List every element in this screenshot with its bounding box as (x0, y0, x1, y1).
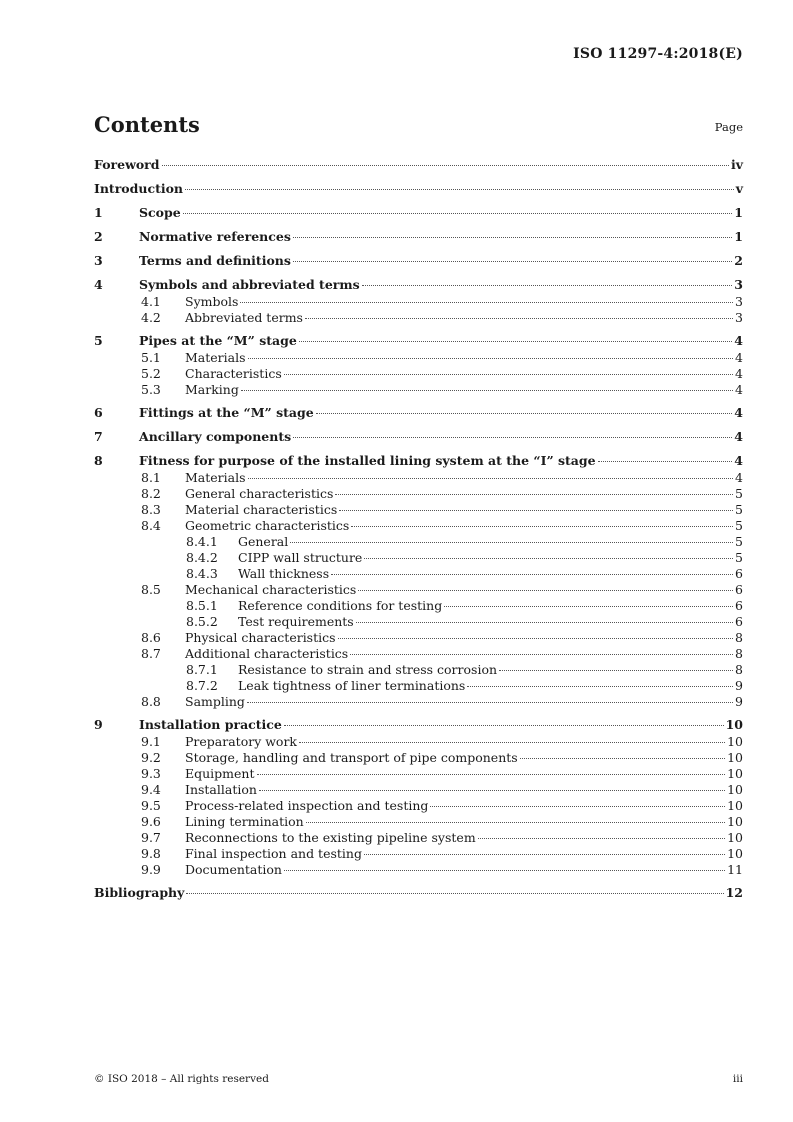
toc-entry-page: v (735, 181, 743, 196)
dot-leader (293, 437, 732, 438)
toc-entry-page: 10 (727, 734, 743, 749)
dot-leader (293, 261, 732, 262)
toc-entry-title: Lining termination (185, 814, 304, 829)
dot-leader (185, 189, 734, 190)
toc-entry-number: 7 (94, 429, 103, 444)
toc-entry[interactable] (94, 734, 743, 750)
toc-entry-title: Fitness for purpose of the installed lining system at the “I” stage (139, 453, 596, 468)
dot-leader (293, 237, 732, 238)
dot-leader (186, 893, 723, 894)
toc-entry-page: 5 (735, 550, 743, 565)
dot-leader (248, 358, 734, 359)
dot-leader (356, 622, 733, 623)
toc-entry[interactable] (94, 404, 743, 422)
toc-entry-title: Test requirements (238, 614, 354, 629)
toc-entry-title: Geometric characteristics (185, 518, 350, 533)
toc-entry[interactable] (94, 550, 743, 566)
toc-entry[interactable] (94, 646, 743, 662)
toc-entry-page: 10 (727, 766, 743, 781)
toc-entry-page: 10 (727, 814, 743, 829)
toc-entry[interactable] (94, 276, 743, 294)
toc-entry-title: Reconnections to the existing pipeline system (185, 830, 476, 845)
toc-entry-title: Normative references (139, 229, 291, 244)
toc-entry-number: 4.1 (141, 294, 161, 309)
dot-leader (339, 510, 733, 511)
dot-leader (598, 461, 733, 462)
dot-leader (305, 318, 733, 319)
toc-entry-title: Foreword (94, 157, 160, 172)
toc-entry-title: Pipes at the “M” stage (139, 333, 297, 348)
dot-leader (520, 758, 725, 759)
toc-entry-page: 6 (735, 614, 743, 629)
toc-entry-page: 9 (735, 678, 743, 693)
toc-entry[interactable] (94, 470, 743, 486)
toc-entry-number: 9.3 (141, 766, 161, 781)
toc-entry-page: 2 (734, 253, 743, 268)
toc-entry-title: Leak tightness of liner terminations (238, 678, 466, 693)
toc-entry-page: 1 (734, 229, 743, 244)
toc-entry-title: Storage, handling and transport of pipe components (185, 750, 518, 765)
toc-entry-page: 10 (727, 782, 743, 797)
toc-entry-number: 8.2 (141, 486, 161, 501)
toc-entry[interactable] (94, 782, 743, 798)
dot-leader (284, 725, 724, 726)
toc-entry[interactable] (94, 846, 743, 862)
toc-entry[interactable] (94, 566, 743, 582)
toc-entry-title: Fittings at the “M” stage (139, 405, 314, 420)
toc-entry-number: 8.4 (141, 518, 161, 533)
dot-leader (259, 790, 725, 791)
dot-leader (162, 165, 729, 166)
toc-entry-number: 8.5.1 (186, 598, 218, 613)
toc-entry-page: 10 (725, 717, 743, 732)
toc-entry[interactable] (94, 534, 743, 550)
toc-entry-number: 5 (94, 333, 103, 348)
dot-leader (284, 870, 725, 871)
toc-entry-page: 6 (735, 566, 743, 581)
toc-entry-title: Characteristics (185, 366, 282, 381)
dot-leader (306, 822, 725, 823)
dot-leader (351, 526, 733, 527)
dot-leader (247, 702, 733, 703)
toc-entry-number: 8.8 (141, 694, 161, 709)
toc-entry-page: 4 (734, 405, 743, 420)
toc-entry[interactable] (94, 766, 743, 782)
toc-entry[interactable] (94, 486, 743, 502)
toc-entry[interactable] (94, 310, 743, 326)
dot-leader (364, 854, 725, 855)
toc-entry[interactable] (94, 862, 743, 878)
toc-entry-title: Ancillary components (139, 429, 292, 444)
dot-leader (362, 285, 733, 286)
toc-entry-number: 4 (94, 277, 103, 292)
toc-entry[interactable] (94, 830, 743, 846)
toc-entry-title: Additional characteristics (185, 646, 349, 661)
toc-entry-title: Introduction (94, 181, 184, 196)
toc-entry-title: Material characteristics (185, 502, 338, 517)
dot-leader (248, 478, 734, 479)
dot-leader (290, 542, 733, 543)
toc-entry-page: 9 (735, 694, 743, 709)
toc-entry-page: 5 (735, 486, 743, 501)
toc-entry-page: 10 (727, 798, 743, 813)
toc-entry[interactable] (94, 180, 743, 198)
toc-entry-title: Terms and definitions (139, 253, 291, 268)
toc-entry-page: 4 (734, 453, 743, 468)
dot-leader (335, 494, 733, 495)
toc-entry-number: 9.7 (141, 830, 161, 845)
toc-entry-number: 9.4 (141, 782, 161, 797)
toc-entry-number: 8.5 (141, 582, 161, 597)
toc-entry-page: 8 (735, 646, 743, 661)
toc-entry[interactable] (94, 428, 743, 446)
dot-leader (257, 774, 726, 775)
toc-entry[interactable] (94, 294, 743, 310)
toc-entry-title: CIPP wall structure (238, 550, 363, 565)
toc-entry-title: Reference conditions for testing (238, 598, 443, 613)
toc-entry-number: 5.2 (141, 366, 161, 381)
toc-entry-title: Resistance to strain and stress corrosion (238, 662, 498, 677)
page-column-heading: Page (714, 120, 743, 134)
toc-entry-number: 9.1 (141, 734, 161, 749)
toc-entry-number: 6 (94, 405, 103, 420)
page-title: Contents (94, 112, 200, 137)
toc-entry-page: 6 (735, 598, 743, 613)
dot-leader (467, 686, 733, 687)
toc-entry-page: 4 (734, 429, 743, 444)
toc-entry[interactable] (94, 252, 743, 270)
toc-entry-number: 9.6 (141, 814, 161, 829)
toc-entry-number: 8.6 (141, 630, 161, 645)
toc-entry-number: 8.7.2 (186, 678, 218, 693)
toc-entry[interactable] (94, 694, 743, 710)
toc-entry-number: 4.2 (141, 310, 161, 325)
toc-entry-number: 1 (94, 205, 103, 220)
toc-entry-title: Materials (185, 470, 246, 485)
dot-leader (241, 390, 733, 391)
dot-leader (299, 742, 725, 743)
toc-entry[interactable] (94, 366, 743, 382)
toc-entry-title: Final inspection and testing (185, 846, 362, 861)
toc-entry-page: 10 (727, 846, 743, 861)
toc-entry-title: Symbols (185, 294, 239, 309)
toc-entry-page: 8 (735, 662, 743, 677)
dot-leader (240, 302, 733, 303)
toc-entry[interactable] (94, 518, 743, 534)
toc-entry-title: Installation practice (139, 717, 282, 732)
toc-entry-page: 3 (735, 310, 743, 325)
toc-entry-number: 9 (94, 717, 103, 732)
toc-entry-title: General (238, 534, 289, 549)
toc-entry-number: 9.9 (141, 862, 161, 877)
toc-entry[interactable] (94, 452, 743, 470)
toc-entry[interactable] (94, 614, 743, 630)
toc-entry-title: Physical characteristics (185, 630, 336, 645)
toc-entry-number: 8 (94, 453, 103, 468)
toc-entry[interactable] (94, 678, 743, 694)
toc-entry[interactable] (94, 716, 743, 734)
toc-entry-number: 8.7 (141, 646, 161, 661)
toc-entry-page: 12 (725, 885, 743, 900)
toc-entry-title: General characteristics (185, 486, 334, 501)
toc-entry-number: 2 (94, 229, 103, 244)
toc-entry-title: Scope (139, 205, 181, 220)
toc-entry-title: Equipment (185, 766, 255, 781)
toc-entry[interactable] (94, 502, 743, 518)
toc-entry[interactable] (94, 662, 743, 678)
toc-entry-number: 3 (94, 253, 103, 268)
toc-entry-page: 6 (735, 582, 743, 597)
toc-entry[interactable] (94, 350, 743, 366)
toc-entry-number: 9.8 (141, 846, 161, 861)
toc-entry-title: Wall thickness (238, 566, 330, 581)
toc-entry-page: 4 (734, 333, 743, 348)
toc-entry-page: 11 (727, 862, 743, 877)
toc-entry-title: Preparatory work (185, 734, 297, 749)
toc-entry-page: iv (730, 157, 743, 172)
toc-entry-number: 8.3 (141, 502, 161, 517)
toc-entry-number: 8.4.3 (186, 566, 218, 581)
toc-entry[interactable] (94, 582, 743, 598)
toc-entry[interactable] (94, 228, 743, 246)
dot-leader (284, 374, 733, 375)
table-of-contents (94, 156, 743, 902)
toc-entry-page: 4 (735, 366, 743, 381)
dot-leader (299, 341, 733, 342)
toc-entry-title: Sampling (185, 694, 245, 709)
toc-entry-title: Installation (185, 782, 257, 797)
toc-entry-page: 3 (735, 294, 743, 309)
toc-entry-number: 8.7.1 (186, 662, 218, 677)
toc-entry-page: 5 (735, 502, 743, 517)
dot-leader (358, 590, 733, 591)
toc-entry-number: 8.4.2 (186, 550, 218, 565)
toc-entry-page: 3 (734, 277, 743, 292)
toc-entry[interactable] (94, 798, 743, 814)
toc-entry[interactable] (94, 630, 743, 646)
document-id: ISO 11297-4:2018(E) (573, 46, 743, 62)
dot-leader (316, 413, 733, 414)
dot-leader (350, 654, 733, 655)
toc-entry-title: Marking (185, 382, 239, 397)
dot-leader (183, 213, 733, 214)
dot-leader (478, 838, 725, 839)
dot-leader (444, 606, 733, 607)
toc-entry[interactable] (94, 382, 743, 398)
toc-entry[interactable] (94, 156, 743, 174)
toc-entry[interactable] (94, 884, 743, 902)
toc-entry-number: 5.3 (141, 382, 161, 397)
toc-entry-page: 10 (727, 830, 743, 845)
toc-entry-page: 8 (735, 630, 743, 645)
toc-entry-title: Abbreviated terms (185, 310, 303, 325)
page-number: iii (732, 1073, 743, 1085)
toc-entry[interactable] (94, 814, 743, 830)
toc-entry-page: 4 (735, 350, 743, 365)
toc-entry-title: Process-related inspection and testing (185, 798, 429, 813)
dot-leader (430, 806, 725, 807)
toc-entry-page: 4 (735, 382, 743, 397)
toc-entry-number: 5.1 (141, 350, 161, 365)
dot-leader (338, 638, 734, 639)
toc-entry-page: 4 (735, 470, 743, 485)
toc-entry-page: 1 (734, 205, 743, 220)
toc-entry[interactable] (94, 332, 743, 350)
toc-entry-page: 5 (735, 534, 743, 549)
copyright-notice: © ISO 2018 – All rights reserved (94, 1073, 269, 1085)
toc-entry-page: 5 (735, 518, 743, 533)
toc-entry-title: Documentation (185, 862, 282, 877)
toc-entry[interactable] (94, 598, 743, 614)
dot-leader (364, 558, 733, 559)
toc-entry[interactable] (94, 750, 743, 766)
toc-entry-number: 9.2 (141, 750, 161, 765)
toc-entry-number: 8.5.2 (186, 614, 218, 629)
toc-entry-number: 9.5 (141, 798, 161, 813)
dot-leader (331, 574, 733, 575)
dot-leader (499, 670, 733, 671)
toc-entry-page: 10 (727, 750, 743, 765)
toc-entry-number: 8.1 (141, 470, 161, 485)
toc-entry-title: Bibliography (94, 885, 185, 900)
toc-entry-title: Mechanical characteristics (185, 582, 357, 597)
toc-entry-title: Symbols and abbreviated terms (139, 277, 360, 292)
toc-entry-title: Materials (185, 350, 246, 365)
toc-entry[interactable] (94, 204, 743, 222)
toc-entry-number: 8.4.1 (186, 534, 218, 549)
